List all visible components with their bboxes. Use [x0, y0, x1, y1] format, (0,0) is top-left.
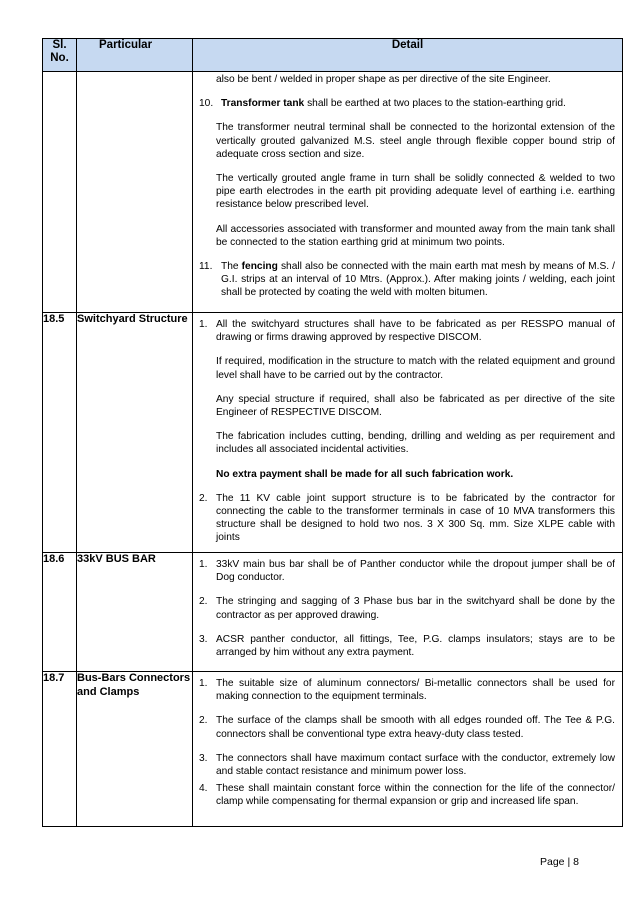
particular-label: 33kV BUS BAR: [77, 553, 193, 672]
list-item: 4. These shall maintain constant force within the connection for the life of the connector/ clamp while compensating for thermal expansion or grip and increased life span.: [199, 783, 615, 808]
list-number: 2.: [199, 492, 208, 504]
list-number: 3.: [199, 633, 208, 645]
detail-cell-continued: [193, 72, 623, 313]
continued-text: also be bent / welded in proper shape as per directive of the site Engineer.: [216, 74, 551, 85]
list-item: 1. All the switchyard structures shall have to be fabricated as per RESSPO manual of drawing or firms drawing approved by respective DISCOM.: [199, 319, 615, 344]
bold-term: Transformer tank: [221, 98, 305, 110]
sl-number: 18.6: [43, 553, 77, 672]
header-detail: Detail: [193, 39, 623, 72]
list-number: 1.: [199, 678, 208, 689]
table-row-18-7: [43, 672, 623, 827]
bold-paragraph: No extra payment shall be made for all such fabrication work.: [216, 468, 514, 480]
list-item: 1. The suitable size of aluminum connectors/ Bi-metallic connectors shall be used for making connection to the equipment terminals.: [199, 678, 615, 703]
sl-cell-empty: [43, 72, 77, 313]
list-number: 1.: [199, 559, 208, 570]
particular-label: Bus-Bars Connectors and Clamps: [77, 672, 193, 827]
list-number: 4.: [199, 783, 208, 795]
list-item-10: 10. Transformer tank shall be earthed at two places to the station-earthing grid.: [199, 98, 566, 110]
specification-table: [42, 38, 623, 827]
paragraph: If required, modification in the structure to match with the related equipment and ground level shall have to be carried out by the contractor.: [216, 356, 615, 381]
table-row-continued: [43, 72, 623, 313]
paragraph: The transformer neutral terminal shall be connected to the horizontal extension of the vertically grouted galvanized M.S. steel angle through flexible copper bound strip of adequate cross section and size.: [216, 122, 615, 160]
header-sl-no: Sl. No.: [43, 39, 77, 72]
list-item: 2. The 11 KV cable joint support structure is to be fabricated by the contractor for connecting the cable to the transformer terminals in case of 10 MVA transformers this structure shall be designed to hold two nos. 3 X 300 Sq. mm. Size XLPE cable with joints: [199, 492, 615, 544]
particular-label: Switchyard Structure: [77, 313, 193, 553]
table-header-row: [43, 39, 623, 72]
list-number: 2.: [199, 715, 208, 727]
table-row-18-5: [43, 313, 623, 553]
list-item: 2. The stringing and sagging of 3 Phase bus bar in the switchyard shall be done by the contractor as per approved drawing.: [199, 596, 615, 621]
detail-cell: [193, 672, 623, 827]
list-item: 1. 33kV main bus bar shall be of Panther conductor while the dropout jumper shall be of Dog conductor.: [199, 559, 615, 584]
list-number: 1.: [199, 319, 208, 330]
page-number: Page | 8: [540, 856, 579, 868]
bold-term: fencing: [241, 261, 278, 273]
list-item: 2. The surface of the clamps shall be smooth with all edges rounded off. The Tee & P.G. connectors shall be conventional type extra heavy-duty class tested.: [199, 715, 615, 740]
detail-cell: [193, 313, 623, 553]
paragraph: All accessories associated with transformer and mounted away from the main tank shall be connected to the station earthing grid at minimum two points.: [216, 223, 615, 248]
sl-number: 18.5: [43, 313, 77, 553]
particular-cell-empty: [77, 72, 193, 313]
paragraph: The vertically grouted angle frame in turn shall be solidly connected & welded to two pipe earth electrodes in the earth pit providing adequate level of earthing i.e. earthing resistance below prescribed level.: [216, 173, 615, 211]
list-item-11: 11. The fencing shall also be connected with the main earth mat mesh by means of M.S. / G.I. strips at an interval of 10 Mtrs. (Approx.). After making joints / welding, each joint shall be protected by coating the weld with molten bitumen.: [199, 261, 615, 299]
list-item: 3. The connectors shall have maximum contact surface with the conductor, extremely low and stable contact resistance and minimum power loss.: [199, 752, 615, 778]
list-number: 11.: [199, 261, 213, 273]
header-particular: Particular: [77, 39, 193, 72]
list-item: 3. ACSR panther conductor, all fittings, Tee, P.G. clamps insulators; stays are to be arranged by him without any extra payment.: [199, 633, 615, 659]
sl-number: 18.7: [43, 672, 77, 827]
table-row-18-6: [43, 553, 623, 672]
list-number: 3.: [199, 752, 208, 764]
paragraph: Any special structure if required, shall also be fabricated as per directive of the site Engineer of RESPECTIVE DISCOM.: [216, 393, 615, 419]
detail-cell: [193, 553, 623, 672]
list-number: 2.: [199, 596, 208, 608]
paragraph: The fabrication includes cutting, bending, drilling and welding as per requirement and includes all associated incidental activities.: [216, 431, 615, 456]
list-number: 10.: [199, 98, 214, 110]
